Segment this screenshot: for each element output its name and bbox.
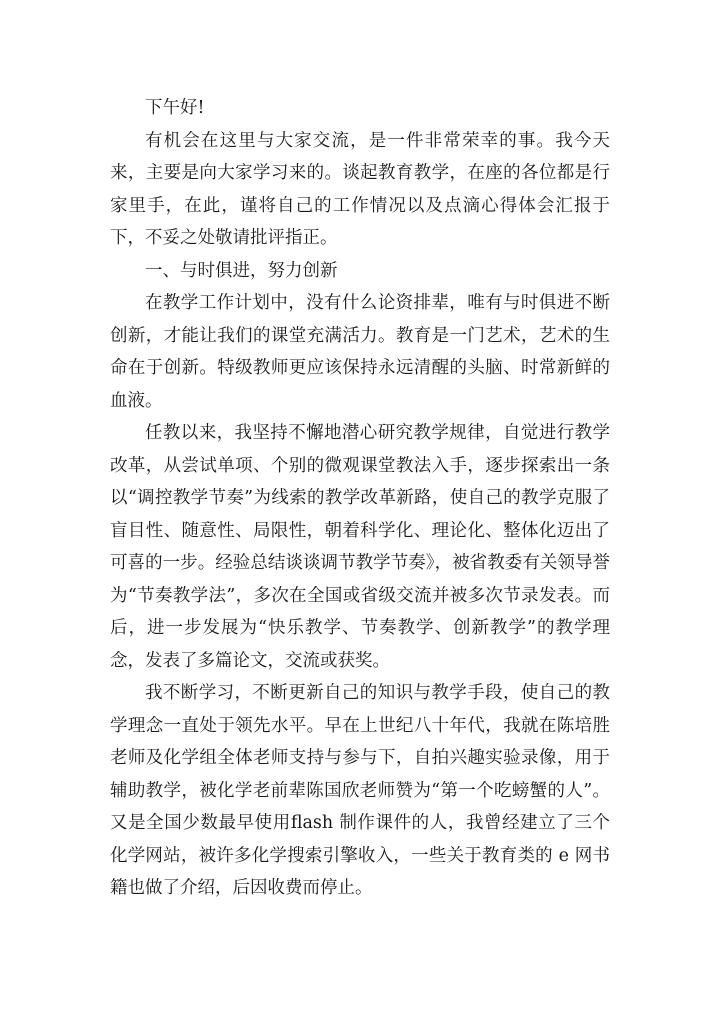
greeting-paragraph: 下午好! bbox=[145, 98, 205, 118]
section-heading: 一、与时俱进，努力创新 bbox=[145, 260, 338, 281]
body-paragraph: 任教以来，我坚持不懈地潜心研究教学规律，自觉进行教学改革，从尝试单项、个别的微观课堂教法入手，逐步探索出一条以“调控教学节奏”为线索的教学改革新路，使自己的教学克服了盲目性、随意性、局限性，朝着科学化、理论化、整体化迈出了可喜的一步。经验总结谈谈调节教学节奏》，被省教委有关领导誉为“节奏教学法”，多次在全国或省级交流并被多次节录发表。而后，进一步发展为“快乐教学、节奏教学、创新教学”的教学理念，发表了多篇论文，交流或获奖。 bbox=[110, 423, 610, 671]
body-paragraph: 我不断学习，不断更新自己的知识与教学手段，使自己的教学理念一直处于领先水平。早在上世纪八十年代，我就在陈培胜老师及化学组全体老师支持与参与下，自拍兴趣实验录像，用于辅助教学，被化学老前辈陈国欣老师赞为“第一个吃螃蟹的人”。又是全国少数最早使用flash 制作课件的人，我曾经建立了三个化学网站，被许多化学搜索引擎收入，一些关于教育类的 e 网书籍也做了介绍，后因收费而停止。 bbox=[110, 683, 610, 898]
body-paragraph: 在教学工作计划中，没有什么论资排辈，唯有与时俱进不断创新，才能让我们的课堂充满活力。教育是一门艺术，艺术的生命在于创新。特级教师更应该保持永远清醒的头脑、时常新鲜的血液。 bbox=[110, 293, 610, 411]
document-body bbox=[110, 92, 610, 905]
intro-paragraph: 有机会在这里与大家交流，是一件非常荣幸的事。我今天来，主要是向大家学习来的。谈起教育教学，在座的各位都是行家里手，在此，谨将自己的工作情况以及点滴心得体会汇报于下，不妥之处敬请批评指正。 bbox=[110, 130, 610, 248]
